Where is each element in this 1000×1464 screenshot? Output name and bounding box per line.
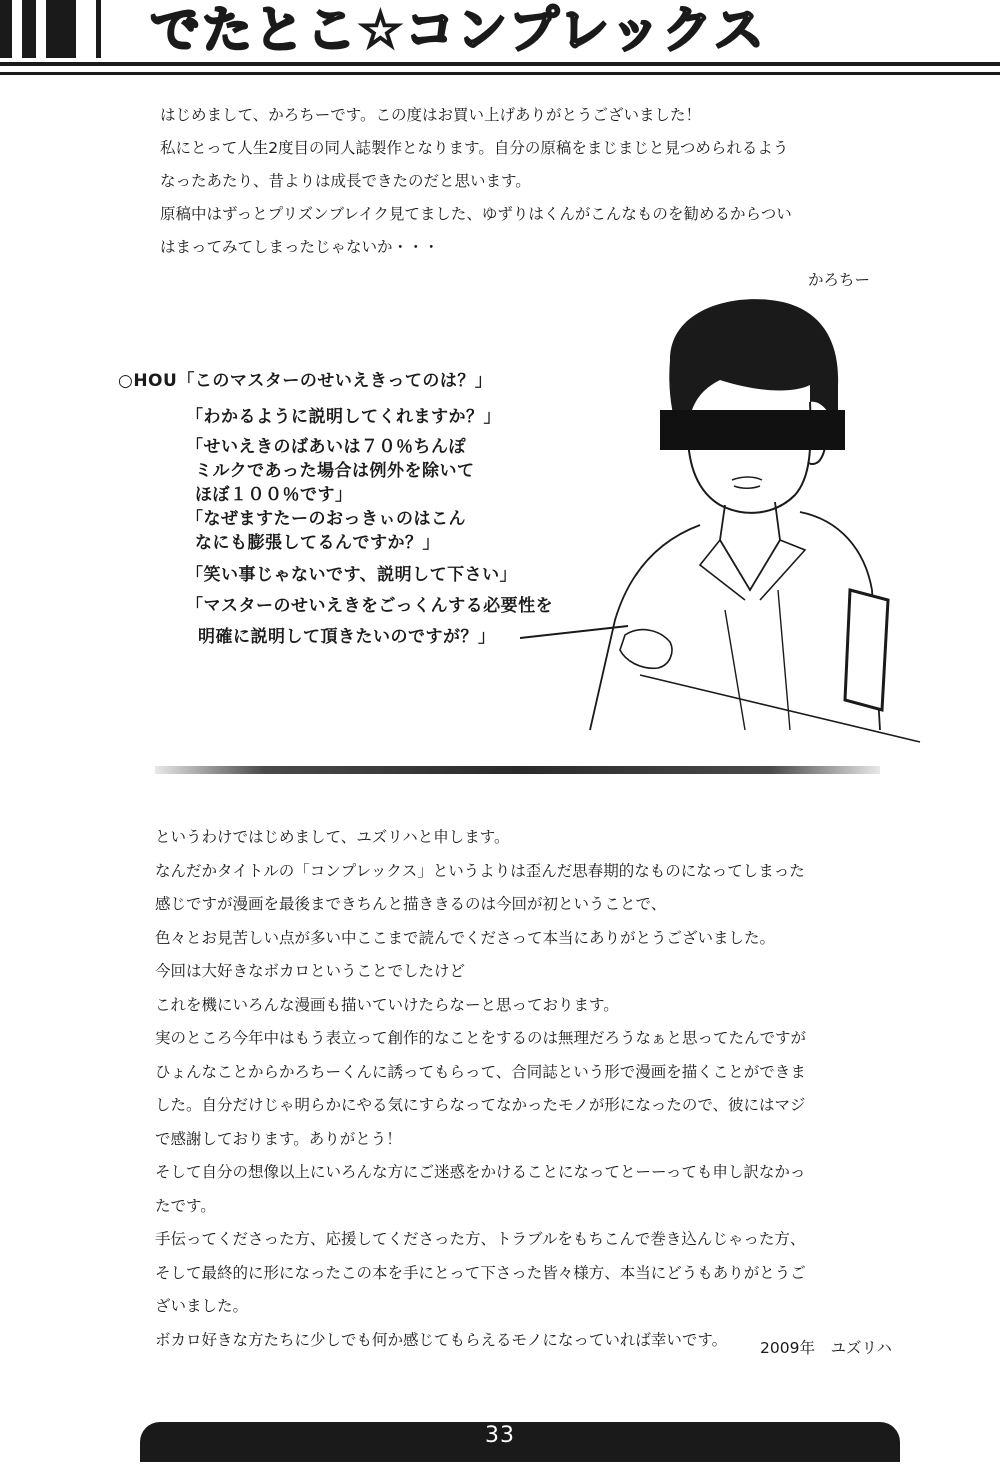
text-line: はまってみてしまったじゃないか・・・ — [160, 238, 440, 256]
dialogue-line: ほぼ１００％です」 — [195, 485, 353, 505]
page-title: でたとこ☆コンプレックス — [150, 1, 766, 59]
text-line: というわけではじめまして、ユズリハと申します。 — [155, 828, 510, 846]
header-bar-decoration — [0, 0, 12, 58]
text-line: 今回は大好きなボカロということでしたけど — [155, 962, 466, 980]
text-line: なんだかタイトルの「コンプレックス」というよりは歪んだ思春期的なものになってしまった — [155, 861, 805, 880]
text-line: ひょんなことからかろちーくんに誘ってもらって、合同誌という形で漫画を描くことができま — [155, 1062, 806, 1081]
text-line: はじめまして、かろちーです。この度はお買い上げありがとうございました！ — [160, 106, 701, 124]
text-line: 実のところ今年中はもう表立って創作的なことをするのは無理だろうなぁと思ってたんですが — [155, 1029, 807, 1047]
dialogue-line: 「わかるように説明してくれますか？」 — [186, 407, 501, 427]
text-line: ボカロ好きな方たちに少しでも何か感じてもらえるモノになっていれば幸いです。 — [155, 1330, 728, 1349]
dialogue-line: ミルクであった場合は例外を除いて — [195, 461, 475, 481]
text-line: 感じですが漫画を最後まできちんと描ききるのは今回が初ということで、 — [155, 895, 667, 913]
text-line: 私にとって人生2度目の同人誌製作となります。自分の原稿をまじまじと見つめられるよう — [160, 139, 789, 157]
text-line: たです。 — [155, 1196, 216, 1215]
dialogue-line: 「せいえきのばあいは７０％ちんぽ — [186, 437, 466, 457]
dialogue-line: 「マスターのせいえきをごっくんする必要性を — [186, 596, 554, 616]
dialogue-line: ○HOU「このマスターのせいえきってのは？」 — [118, 371, 493, 391]
text-line: で感謝しております。ありがとう！ — [155, 1129, 402, 1148]
page-number: 33 — [485, 1423, 515, 1448]
text-line: 手伝ってくださった方、応援してくださった方、トラブルをもちこんで巻き込んじゃった方、 — [155, 1230, 806, 1248]
author-signature: 2009年 ユズリハ — [760, 1339, 892, 1357]
header-bar-decoration — [22, 0, 36, 58]
dialogue-line: 「笑い事じゃないです、説明して下さい」 — [186, 565, 518, 585]
section-divider — [155, 766, 880, 774]
afterword-text-yuzuriha — [155, 830, 806, 1366]
text-line: そして自分の想像以上にいろんな方にご迷惑をかけることになってとーーっても申し訳なかっ — [155, 1163, 806, 1181]
text-line: そして最終的に形になったこの本を手にとって下さった皆々様方、本当にどうもありがとうご — [155, 1263, 806, 1282]
text-line: 色々とお見苦しい点が多い中ここまで読んでくださって本当にありがとうございました。 — [155, 928, 776, 947]
header-rule — [0, 62, 1000, 66]
afterword-text-karochi — [160, 108, 792, 273]
text-line: 原稿中はずっとプリズンブレイク見てました、ゆずりはくんがこんなものを勧めるからつい — [160, 205, 792, 223]
text-line: ざいました。 — [155, 1297, 249, 1315]
header-bar-decoration — [46, 0, 76, 58]
dialogue-line: 「なぜますたーのおっきぃのはこん — [186, 509, 466, 529]
author-signature: かろちー — [807, 271, 870, 289]
text-line: した。自分だけじゃ明らかにやる気にすらなってなかったモノが形になったので、彼にはマジ — [155, 1096, 806, 1114]
header-rule — [0, 72, 1000, 75]
dialogue-line: なにも膨張してるんですか？」 — [195, 533, 440, 553]
text-line: なったあたり、昔よりは成長できたのだと思います。 — [160, 172, 531, 190]
character-illustration — [520, 290, 930, 750]
text-line: これを機にいろんな漫画も描いていけたらなーと思っております。 — [155, 995, 619, 1014]
dialogue-line: 明確に説明して頂きたいのですが？」 — [198, 627, 496, 647]
